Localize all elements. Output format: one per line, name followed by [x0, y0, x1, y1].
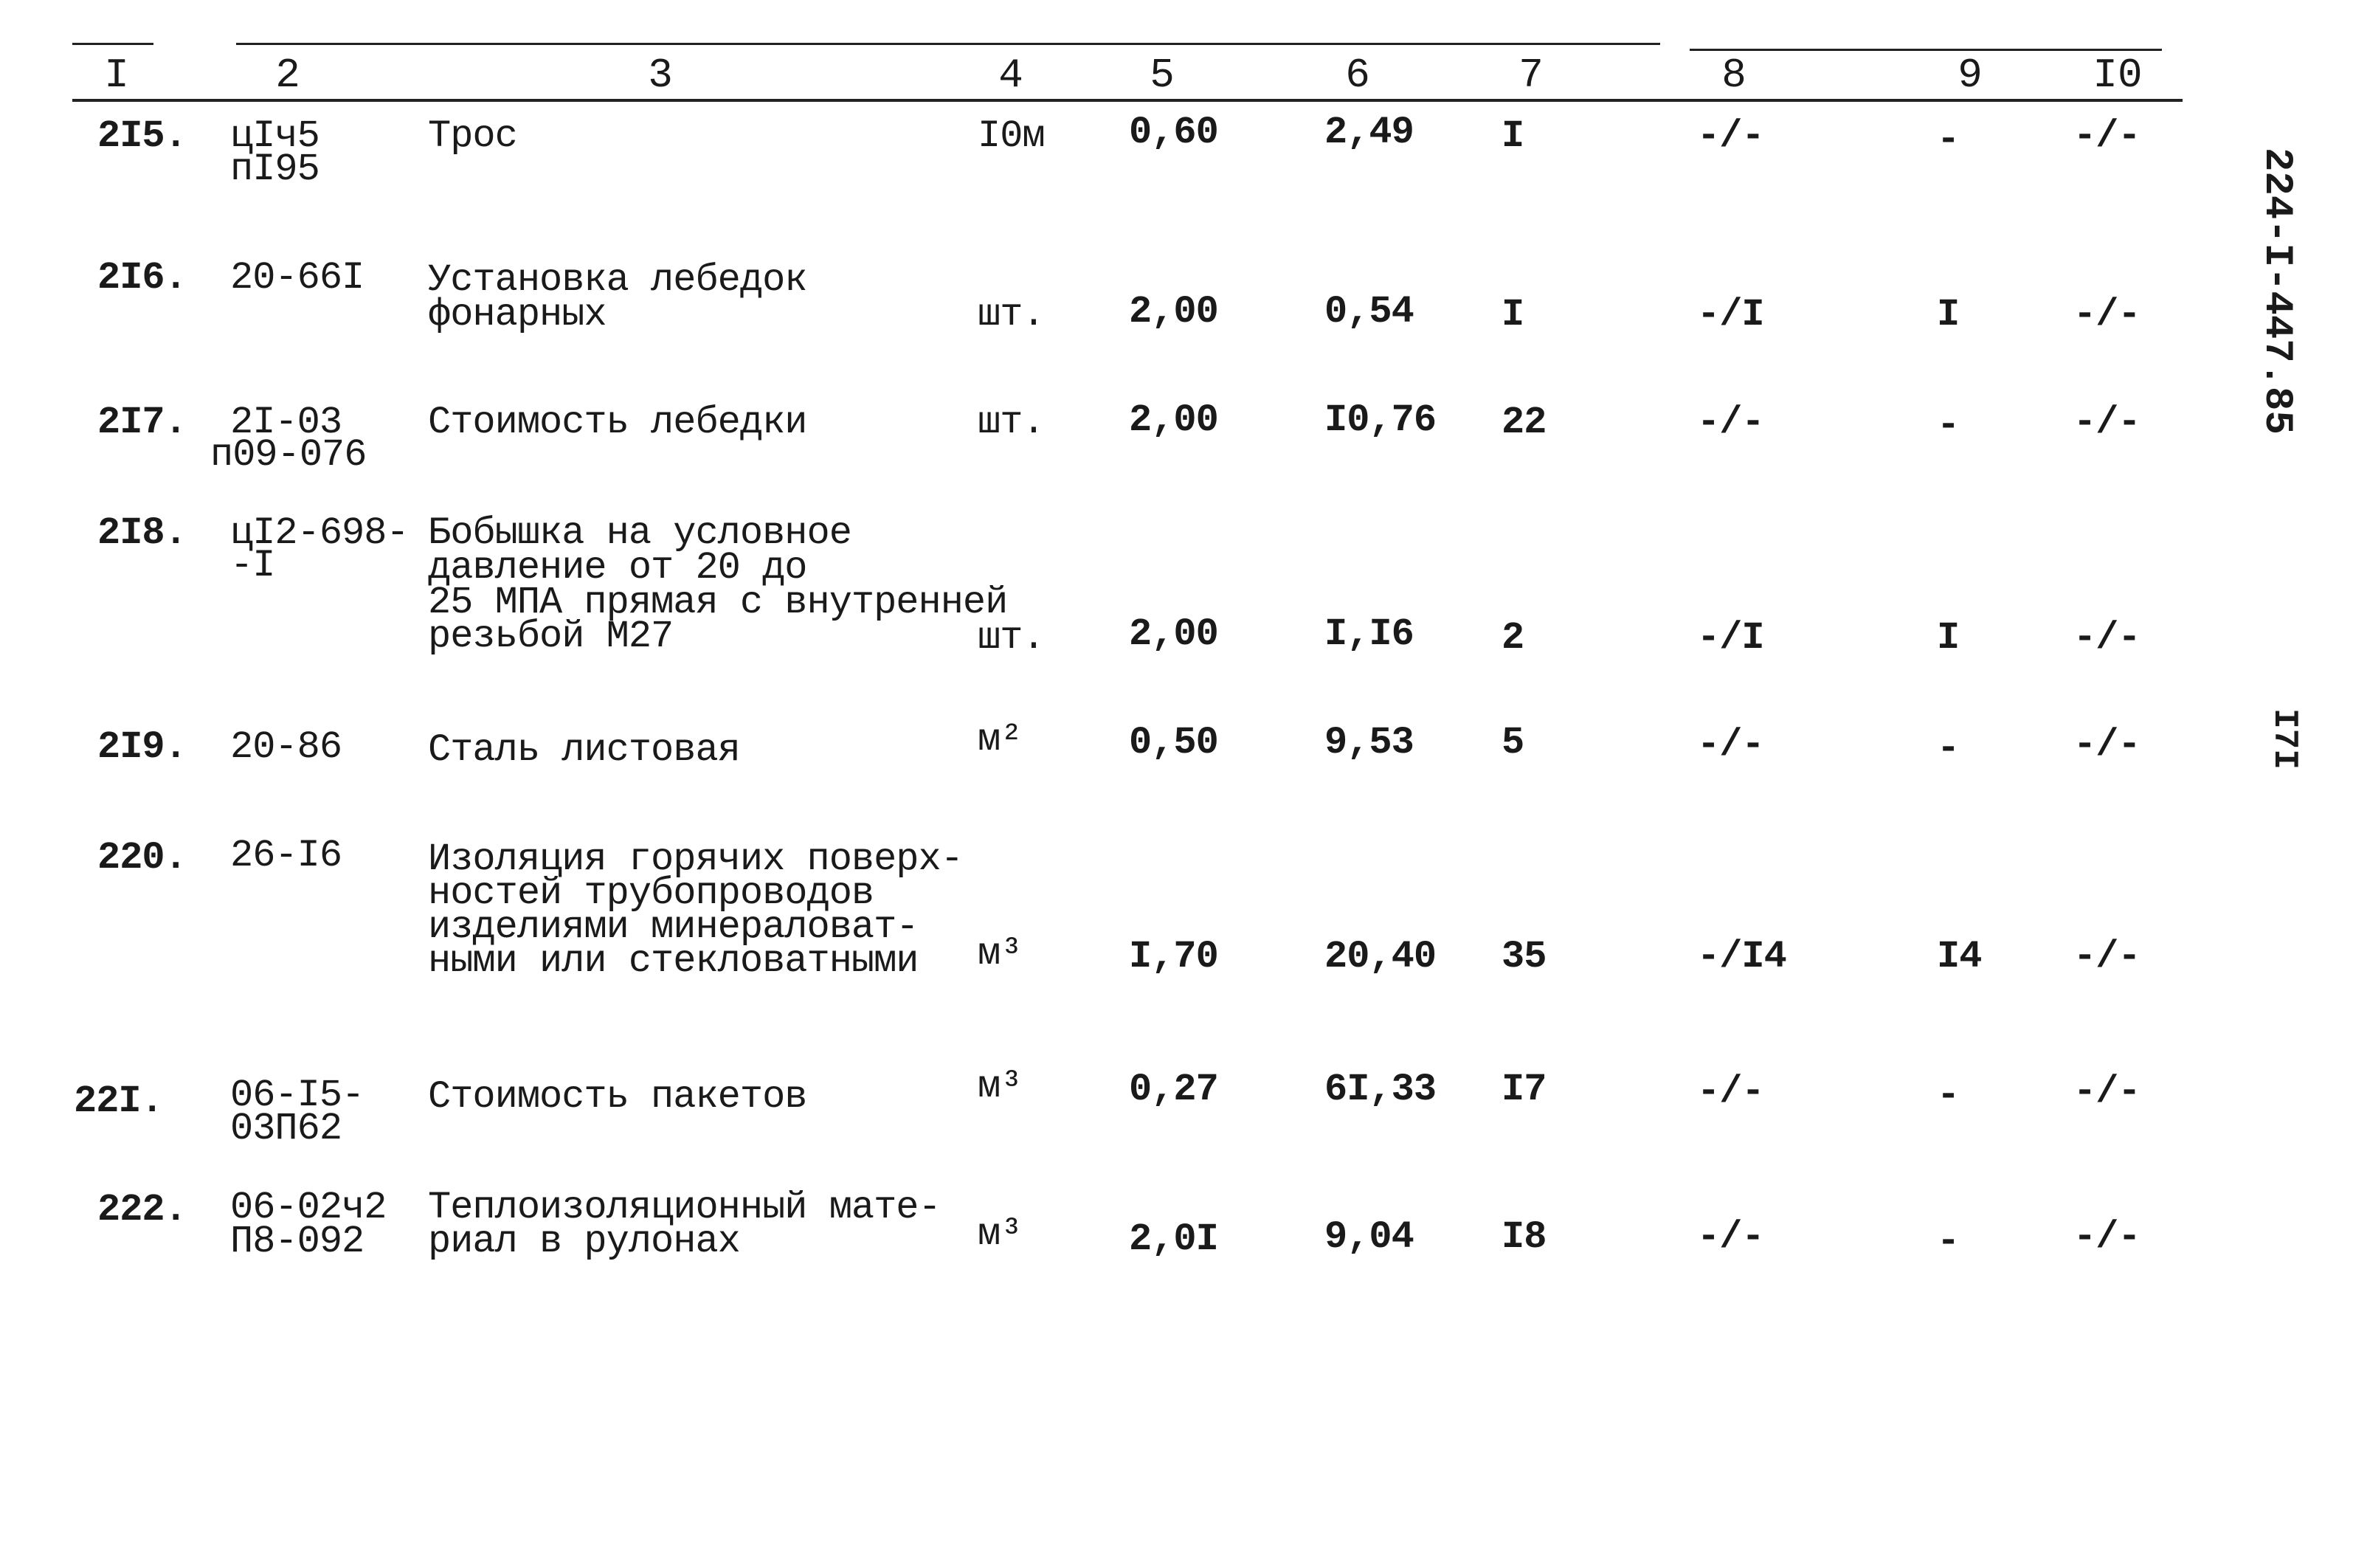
row-unit: шт. — [978, 401, 1045, 444]
row-code-line: цIч5 — [230, 114, 319, 158]
header-rule — [72, 99, 2183, 102]
row-col10: -/- — [2073, 293, 2140, 336]
row-col10: -/- — [2073, 1070, 2140, 1113]
row-code-line: 26-I6 — [230, 834, 342, 877]
row-col7: 22 — [1502, 401, 1547, 444]
row-code-line: 20-86 — [230, 725, 342, 769]
row-col7: 35 — [1502, 935, 1547, 978]
row-price: I,I6 — [1324, 612, 1414, 656]
row-quantity: 2,0I — [1129, 1218, 1218, 1261]
row-price: 9,53 — [1324, 721, 1414, 764]
column-header-7: 7 — [1518, 52, 1544, 99]
column-header-2: 2 — [275, 52, 300, 99]
row-col8: -/I — [1697, 616, 1764, 660]
row-col9: I4 — [1937, 935, 1982, 978]
row-price: 0,54 — [1324, 290, 1414, 334]
row-col9: I — [1937, 616, 1960, 660]
column-header-4: 4 — [998, 52, 1023, 99]
row-col9: I — [1937, 293, 1960, 336]
row-code-line: -I — [230, 544, 275, 587]
row-col8: -/- — [1697, 114, 1764, 158]
row-col7: 5 — [1502, 721, 1524, 764]
column-header-10: I0 — [2093, 52, 2143, 99]
row-code-line: 06-02ч2 — [230, 1186, 387, 1229]
row-col9: - — [1937, 118, 1960, 162]
row-name-line: Сталь листовая — [428, 728, 740, 772]
top-rule-middle — [236, 43, 1660, 45]
row-col10: -/- — [2073, 114, 2140, 158]
row-col8: -/I — [1697, 293, 1764, 336]
row-name-line: Установка лебедок — [428, 258, 807, 302]
row-name-line: Стоимость лебедки — [428, 401, 807, 444]
row-name-line: Изоляция горячих поверх- — [428, 837, 963, 881]
row-quantity: 0,27 — [1129, 1068, 1218, 1111]
row-code-line: цI2-698- — [230, 511, 409, 555]
row-name-line: Бобышка на условное — [428, 511, 851, 555]
row-unit: м² — [978, 718, 1023, 761]
row-col7: I8 — [1502, 1215, 1547, 1259]
row-unit: шт. — [978, 616, 1045, 660]
document-code-vertical: 224-I-447.85 — [2254, 148, 2299, 435]
row-col10: -/- — [2073, 723, 2140, 767]
row-code-line: П8-092 — [230, 1220, 364, 1263]
top-rule-right — [1690, 49, 2162, 51]
row-col10: -/- — [2073, 616, 2140, 660]
row-code-line: 06-I5- — [230, 1074, 364, 1117]
row-quantity: 2,00 — [1129, 398, 1218, 442]
row-code-line: 20-66I — [230, 256, 364, 300]
column-header-1: I — [104, 52, 129, 99]
row-number: 2I7. — [97, 401, 187, 444]
row-col7: I7 — [1502, 1068, 1547, 1111]
row-quantity: 2,00 — [1129, 612, 1218, 656]
row-col7: 2 — [1502, 616, 1524, 660]
row-col8: -/- — [1697, 1070, 1764, 1113]
row-col9: - — [1937, 1074, 1960, 1117]
row-unit: м³ — [978, 1065, 1023, 1108]
row-number: 2I9. — [97, 725, 187, 769]
row-code-line: п09-076 — [210, 433, 367, 477]
row-quantity: I,70 — [1129, 935, 1218, 978]
row-unit: шт. — [978, 293, 1045, 336]
row-col10: -/- — [2073, 935, 2140, 978]
column-header-3: 3 — [648, 52, 673, 99]
row-name-line: ностей трубопроводов — [428, 871, 874, 915]
row-col9: - — [1937, 404, 1960, 447]
row-name-line: Теплоизоляционный мате- — [428, 1186, 941, 1229]
row-number: 222. — [97, 1188, 187, 1232]
row-col8: -/- — [1697, 401, 1764, 444]
row-name-line: 25 МПА прямая с внутренней — [428, 581, 1008, 624]
row-name-line: ными или стекловатными — [428, 939, 919, 983]
row-number: 2I8. — [97, 511, 187, 555]
page-number-mark: I7I — [2265, 708, 2304, 770]
row-quantity: 0,60 — [1129, 111, 1218, 154]
row-unit: м³ — [978, 932, 1023, 975]
row-name-line: давление от 20 до — [428, 546, 807, 590]
row-number: 22I. — [74, 1080, 163, 1123]
row-col8: -/I4 — [1697, 935, 1786, 978]
row-name-line: Трос — [428, 114, 517, 158]
row-price: 2,49 — [1324, 111, 1414, 154]
row-col9: - — [1937, 1220, 1960, 1263]
row-col7: I — [1502, 114, 1524, 158]
row-price: 9,04 — [1324, 1215, 1414, 1259]
row-col10: -/- — [2073, 401, 2140, 444]
row-code-line: 2I-03 — [230, 401, 342, 444]
row-name-line: резьбой М27 — [428, 615, 674, 658]
row-number: 2I6. — [97, 256, 187, 300]
row-quantity: 2,00 — [1129, 290, 1218, 334]
column-header-6: 6 — [1345, 52, 1370, 99]
row-name-line: риал в рулонах — [428, 1220, 740, 1263]
column-header-8: 8 — [1721, 52, 1746, 99]
row-number: 220. — [97, 836, 187, 880]
row-unit: I0м — [978, 114, 1045, 158]
column-header-5: 5 — [1150, 52, 1175, 99]
row-number: 2I5. — [97, 114, 187, 158]
row-code-line: 03П62 — [230, 1107, 342, 1150]
row-name-line: фонарных — [428, 293, 607, 336]
row-code-line: пI95 — [230, 148, 319, 191]
row-col9: - — [1937, 727, 1960, 770]
row-col7: I — [1502, 293, 1524, 336]
row-name-line: изделиями минераловат- — [428, 905, 919, 949]
row-col8: -/- — [1697, 723, 1764, 767]
column-header-9: 9 — [1958, 52, 1983, 99]
row-quantity: 0,50 — [1129, 721, 1218, 764]
row-price: I0,76 — [1324, 398, 1437, 442]
top-rule-left — [72, 43, 153, 45]
row-unit: м³ — [978, 1212, 1023, 1256]
row-name-line: Стоимость пакетов — [428, 1075, 807, 1119]
row-price: 6I,33 — [1324, 1068, 1437, 1111]
row-col8: -/- — [1697, 1215, 1764, 1259]
row-price: 20,40 — [1324, 935, 1437, 978]
row-col10: -/- — [2073, 1215, 2140, 1259]
